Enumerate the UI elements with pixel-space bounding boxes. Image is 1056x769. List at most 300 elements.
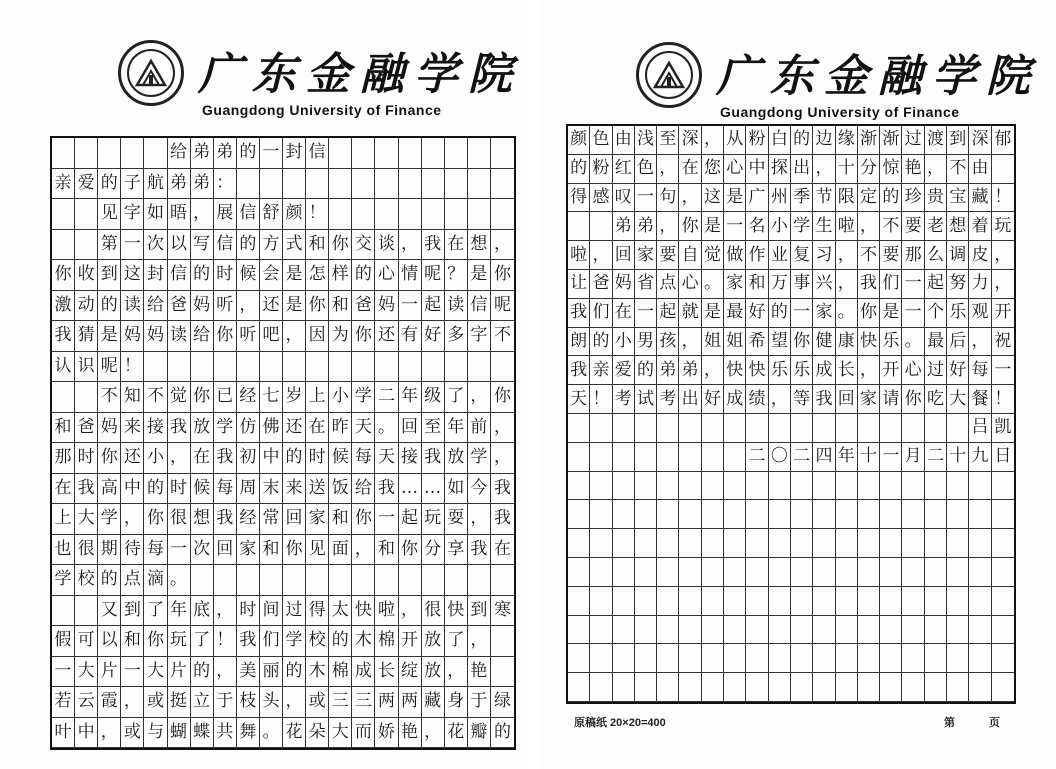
grid-cell: 年: [445, 413, 468, 444]
grid-cell: [791, 414, 813, 443]
grid-cell: 一: [992, 356, 1014, 385]
grid-cell: 和: [746, 270, 768, 299]
grid-cell: [880, 558, 902, 587]
grid-cell: [568, 529, 590, 558]
grid-cell: 可: [75, 626, 98, 657]
grid-cell: 到: [947, 126, 969, 155]
grid-cell: [590, 500, 612, 529]
grid-cell: [283, 352, 306, 383]
grid-cell: 乐: [791, 356, 813, 385]
grid-cell: [769, 558, 791, 587]
grid-cell: [613, 673, 635, 702]
grid-cell: 亲: [590, 356, 612, 385]
grid-cell: 爸: [352, 291, 375, 322]
grid-cell: [791, 587, 813, 616]
grid-cell: 月: [902, 443, 924, 472]
grid-cell: [399, 565, 422, 596]
grid-cell: [375, 138, 398, 169]
grid-cell: 你: [491, 382, 514, 413]
grid-cell: 一: [724, 212, 746, 241]
grid-cell: 你: [191, 382, 214, 413]
grid-cell: 绽: [399, 657, 422, 688]
grid-cell: 至: [657, 126, 679, 155]
grid-cell: 你: [98, 443, 121, 474]
grid-cell: 十: [947, 443, 969, 472]
grid-cell: 州: [769, 184, 791, 213]
grid-cell: 花: [283, 718, 306, 749]
grid-cell: [836, 529, 858, 558]
grid-cell: 家: [813, 299, 835, 328]
grid-cell: [657, 472, 679, 501]
grid-cell: 学: [468, 443, 491, 474]
grid-cell: 我: [468, 535, 491, 566]
grid-cell: ，: [836, 241, 858, 270]
grid-cell: 二: [925, 443, 947, 472]
grid-cell: 的: [791, 126, 813, 155]
grid-cell: 每: [352, 443, 375, 474]
grid-cell: 蝴: [168, 718, 191, 749]
grid-cell: 出: [791, 155, 813, 184]
grid-cell: 放: [191, 413, 214, 444]
grid-cell: [375, 352, 398, 383]
grid-cell: 渐: [858, 126, 880, 155]
grid-cell: 回: [214, 535, 237, 566]
grid-cell: 一: [121, 657, 144, 688]
grid-cell: [925, 587, 947, 616]
grid-cell: 佛: [260, 413, 283, 444]
grid-cell: [992, 472, 1014, 501]
grid-cell: 季: [791, 184, 813, 213]
grid-cell: 想: [947, 212, 969, 241]
grid-cell: ！: [306, 199, 329, 230]
grid-cell: 大: [75, 504, 98, 535]
grid-cell: 仿: [237, 413, 260, 444]
grid-cell: 激: [52, 291, 75, 322]
grid-cell: 一: [168, 535, 191, 566]
grid-cell: [969, 558, 991, 587]
grid-cell: [329, 169, 352, 200]
grid-cell: 你: [306, 291, 329, 322]
grid-cell: 也: [52, 535, 75, 566]
grid-cell: 期: [98, 535, 121, 566]
grid-cell: 你: [352, 504, 375, 535]
grid-cell: [168, 352, 191, 383]
grid-cell: 到: [468, 596, 491, 627]
grid-cell: [858, 673, 880, 702]
grid-cell: [992, 644, 1014, 673]
grid-cell: [858, 529, 880, 558]
grid-cell: 你: [791, 328, 813, 357]
grid-cell: [880, 587, 902, 616]
grid-cell: ！: [992, 385, 1014, 414]
grid-cell: 木: [306, 657, 329, 688]
grid-cell: 是: [283, 260, 306, 291]
grid-cell: [635, 443, 657, 472]
grid-cell: ，: [121, 687, 144, 718]
grid-cell: 由: [613, 126, 635, 155]
grid-cell: [746, 616, 768, 645]
grid-cell: [791, 500, 813, 529]
grid-cell: 子: [121, 169, 144, 200]
grid-cell: 接: [144, 413, 167, 444]
grid-cell: [947, 673, 969, 702]
grid-cell: 是: [468, 260, 491, 291]
grid-cell: [813, 616, 835, 645]
grid-cell: 心: [375, 260, 398, 291]
grid-cell: [635, 616, 657, 645]
grid-cell: [702, 558, 724, 587]
grid-cell: 花: [445, 718, 468, 749]
grid-cell: 成: [352, 657, 375, 688]
grid-cell: [836, 587, 858, 616]
grid-cell: [98, 138, 121, 169]
grid-cell: [813, 644, 835, 673]
grid-cell: 见: [306, 535, 329, 566]
grid-cell: [613, 587, 635, 616]
grid-cell: [836, 414, 858, 443]
grid-cell: 就: [679, 299, 701, 328]
grid-cell: 展: [214, 199, 237, 230]
grid-cell: 得: [568, 184, 590, 213]
grid-cell: ，: [283, 321, 306, 352]
grid-cell: 探: [769, 155, 791, 184]
grid-cell: 那: [902, 241, 924, 270]
grid-cell: 〇: [769, 443, 791, 472]
grid-cell: [925, 472, 947, 501]
grid-cell: 与: [144, 718, 167, 749]
grid-cell: [613, 558, 635, 587]
grid-cell: [237, 565, 260, 596]
grid-cell: [702, 500, 724, 529]
grid-cell: 有: [399, 321, 422, 352]
grid-cell: 成: [813, 356, 835, 385]
grid-cell: 的: [98, 565, 121, 596]
grid-cell: [657, 587, 679, 616]
grid-cell: 点: [121, 565, 144, 596]
grid-cell: ，: [657, 155, 679, 184]
grid-cell: 木: [352, 626, 375, 657]
grid-cell: 藏: [422, 687, 445, 718]
grid-cell: 身: [445, 687, 468, 718]
grid-cell: 中: [260, 443, 283, 474]
grid-cell: [352, 352, 375, 383]
grid-cell: [468, 565, 491, 596]
grid-cell: [992, 500, 1014, 529]
grid-cell: 信: [168, 260, 191, 291]
grid-cell: [925, 500, 947, 529]
letterhead-left: [118, 40, 522, 120]
grid-cell: 我: [422, 443, 445, 474]
school-seal-logo: [636, 42, 702, 108]
grid-cell: 珍: [902, 184, 924, 213]
grid-cell: 个: [925, 299, 947, 328]
grid-cell: [590, 616, 612, 645]
grid-cell: 回: [399, 413, 422, 444]
grid-cell: 回: [283, 504, 306, 535]
grid-cell: 从: [724, 126, 746, 155]
grid-cell: 一: [121, 230, 144, 261]
grid-cell: 。: [836, 299, 858, 328]
grid-cell: 蝶: [191, 718, 214, 749]
grid-cell: 两: [375, 687, 398, 718]
grid-cell: ，: [491, 230, 514, 261]
grid-cell: ，: [657, 212, 679, 241]
grid-cell: 小: [329, 382, 352, 413]
grid-cell: 若: [52, 687, 75, 718]
grid-cell: 要: [657, 241, 679, 270]
grid-cell: 如: [445, 474, 468, 505]
grid-cell: 由: [969, 155, 991, 184]
grid-cell: 自: [679, 241, 701, 270]
grid-cell: 等: [791, 385, 813, 414]
grid-cell: [657, 500, 679, 529]
grid-cell: 给: [191, 321, 214, 352]
grid-cell: 以: [98, 626, 121, 657]
grid-cell: [679, 414, 701, 443]
grid-cell: 起: [657, 299, 679, 328]
grid-cell: 一: [902, 299, 924, 328]
grid-cell: 七: [260, 382, 283, 413]
grid-cell: [635, 644, 657, 673]
grid-cell: 和: [329, 291, 352, 322]
grid-cell: 学: [52, 565, 75, 596]
grid-cell: [568, 673, 590, 702]
grid-cell: 学: [98, 504, 121, 535]
grid-cell: 周: [237, 474, 260, 505]
grid-cell: ！: [121, 352, 144, 383]
grid-cell: 叶: [52, 718, 75, 749]
grid-cell: 是: [724, 184, 746, 213]
grid-cell: 作: [746, 241, 768, 270]
grid-cell: [352, 138, 375, 169]
grid-cell: [947, 644, 969, 673]
grid-cell: 最: [925, 328, 947, 357]
grid-cell: 面: [329, 535, 352, 566]
grid-cell: [858, 414, 880, 443]
grid-cell: 很: [75, 535, 98, 566]
grid-cell: 读: [168, 321, 191, 352]
grid-cell: 颜: [283, 199, 306, 230]
grid-cell: [679, 673, 701, 702]
grid-cell: 试: [635, 385, 657, 414]
grid-cell: [925, 558, 947, 587]
grid-cell: ，: [769, 385, 791, 414]
grid-cell: 到: [121, 596, 144, 627]
grid-cell: [237, 352, 260, 383]
grid-cell: 藏: [969, 184, 991, 213]
grid-cell: 吃: [925, 385, 947, 414]
grid-cell: 中: [746, 155, 768, 184]
grid-cell: [858, 500, 880, 529]
grid-cell: 要: [880, 241, 902, 270]
grid-cell: 渐: [880, 126, 902, 155]
grid-cell: [283, 169, 306, 200]
grid-cell: [52, 596, 75, 627]
grid-cell: 一: [375, 504, 398, 535]
grid-cell: [635, 472, 657, 501]
grid-cell: [445, 199, 468, 230]
grid-cell: 家: [724, 270, 746, 299]
grid-cell: [813, 587, 835, 616]
grid-cell: 过: [925, 356, 947, 385]
grid-cell: 健: [813, 328, 835, 357]
grid-cell: 我: [491, 504, 514, 535]
grid-cell: 于: [468, 687, 491, 718]
grid-cell: 至: [422, 413, 445, 444]
grid-cell: [880, 500, 902, 529]
grid-cell: [724, 587, 746, 616]
grid-cell: 晤: [168, 199, 191, 230]
grid-cell: [214, 352, 237, 383]
grid-cell: 啦: [568, 241, 590, 270]
grid-cell: 节: [813, 184, 835, 213]
grid-cell: [724, 414, 746, 443]
grid-cell: 每: [969, 356, 991, 385]
grid-cell: [880, 616, 902, 645]
grid-cell: 还: [375, 321, 398, 352]
grid-cell: [746, 644, 768, 673]
grid-cell: [329, 352, 352, 383]
grid-cell: [568, 212, 590, 241]
grid-cell: 长: [375, 657, 398, 688]
grid-cell: [375, 565, 398, 596]
grid-cell: 信: [468, 291, 491, 322]
grid-cell: 长: [836, 356, 858, 385]
grid-cell: 字: [121, 199, 144, 230]
grid-cell: [769, 644, 791, 673]
grid-cell: 或: [306, 687, 329, 718]
grid-cell: 间: [260, 596, 283, 627]
grid-cell: 弟: [191, 169, 214, 200]
grid-cell: 啦: [836, 212, 858, 241]
grid-cell: 还: [283, 413, 306, 444]
grid-cell: [75, 596, 98, 627]
grid-cell: 娇: [375, 718, 398, 749]
grid-cell: 绩: [746, 385, 768, 414]
grid-cell: [191, 352, 214, 383]
grid-cell: 家: [858, 385, 880, 414]
grid-cell: [702, 587, 724, 616]
grid-cell: [925, 673, 947, 702]
grid-cell: 学: [791, 212, 813, 241]
grid-cell: 大: [144, 657, 167, 688]
grid-cell: 弟: [679, 356, 701, 385]
grid-cell: 爸: [590, 270, 612, 299]
grid-cell: 妈: [191, 291, 214, 322]
grid-cell: 玩: [422, 504, 445, 535]
grid-cell: [75, 199, 98, 230]
grid-cell: 弟: [635, 212, 657, 241]
grid-cell: 和: [306, 230, 329, 261]
grid-cell: [992, 558, 1014, 587]
grid-cell: [329, 565, 352, 596]
grid-cell: 开: [399, 626, 422, 657]
grid-cell: 是: [98, 321, 121, 352]
grid-cell: [590, 644, 612, 673]
grid-cell: [329, 138, 352, 169]
grid-cell: [568, 414, 590, 443]
grid-cell: [657, 443, 679, 472]
grid-cell: [947, 529, 969, 558]
grid-cell: 力: [969, 270, 991, 299]
grid-cell: 回: [613, 241, 635, 270]
grid-cell: [635, 529, 657, 558]
grid-cell: 信: [237, 199, 260, 230]
grid-cell: 棉: [329, 657, 352, 688]
grid-cell: [260, 565, 283, 596]
grid-cell: …: [399, 474, 422, 505]
grid-cell: 霞: [98, 687, 121, 718]
grid-cell: 在: [679, 155, 701, 184]
grid-cell: [724, 472, 746, 501]
grid-cell: 给: [168, 138, 191, 169]
grid-cell: 考: [657, 385, 679, 414]
grid-cell: 第: [98, 230, 121, 261]
grid-cell: 候: [237, 260, 260, 291]
grid-cell: 姐: [702, 328, 724, 357]
grid-cell: [791, 472, 813, 501]
grid-cell: 一: [902, 270, 924, 299]
grid-cell: 不: [144, 382, 167, 413]
grid-cell: 式: [283, 230, 306, 261]
grid-cell: [260, 352, 283, 383]
grid-cell: ，: [590, 241, 612, 270]
grid-cell: ，: [702, 126, 724, 155]
grid-cell: [657, 529, 679, 558]
grid-cell: 小: [613, 328, 635, 357]
grid-cell: 句: [657, 184, 679, 213]
grid-cell: [590, 443, 612, 472]
grid-cell: [902, 529, 924, 558]
school-name-en: Guangdong University of Finance: [720, 104, 960, 120]
grid-cell: 我: [858, 270, 880, 299]
grid-cell: 我: [491, 474, 514, 505]
grid-cell: 是: [702, 299, 724, 328]
grid-cell: [992, 529, 1014, 558]
grid-cell: [724, 529, 746, 558]
grid-cell: ，: [121, 504, 144, 535]
grid-cell: 于: [214, 687, 237, 718]
grid-cell: 爸: [168, 291, 191, 322]
grid-cell: 回: [836, 385, 858, 414]
grid-cell: [702, 616, 724, 645]
grid-cell: ，: [191, 199, 214, 230]
grid-cell: 的: [590, 328, 612, 357]
grid-cell: [902, 587, 924, 616]
grid-cell: [468, 199, 491, 230]
grid-cell: [590, 587, 612, 616]
grid-cell: 小: [144, 443, 167, 474]
grid-cell: 习: [813, 241, 835, 270]
grid-cell: 一: [791, 299, 813, 328]
grid-cell: 的: [491, 718, 514, 749]
grid-cell: 起: [422, 291, 445, 322]
grid-cell: 在: [491, 535, 514, 566]
grid-cell: 你: [399, 535, 422, 566]
grid-cell: [769, 414, 791, 443]
grid-cell: 妈: [98, 413, 121, 444]
grid-cell: 着: [969, 212, 991, 241]
grid-cell: 听: [237, 321, 260, 352]
grid-cell: 爱: [75, 169, 98, 200]
grid-cell: 考: [613, 385, 635, 414]
grid-cell: [836, 644, 858, 673]
grid-cell: 已: [214, 382, 237, 413]
grid-cell: 粉: [590, 155, 612, 184]
school-name-cn: 广东金融学院: [198, 49, 522, 100]
grid-cell: 过: [283, 596, 306, 627]
grid-cell: 兴: [813, 270, 835, 299]
